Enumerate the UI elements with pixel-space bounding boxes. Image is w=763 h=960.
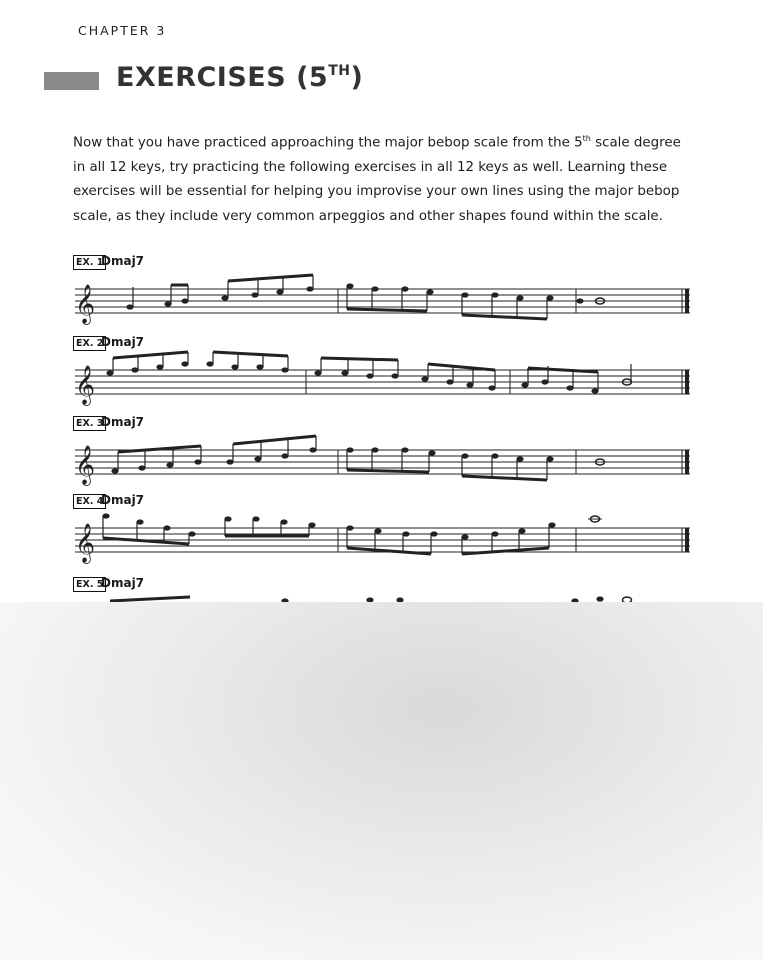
svg-text:𝄞: 𝄞 bbox=[75, 365, 96, 405]
svg-text:𝄞: 𝄞 bbox=[75, 523, 96, 563]
exercise-label: EX. 1 bbox=[73, 255, 106, 270]
chapter-header: CHAPTER 3 bbox=[78, 23, 167, 38]
svg-text:𝄞: 𝄞 bbox=[75, 284, 96, 324]
music-staff bbox=[70, 269, 695, 327]
exercise-label: EX. 2 bbox=[73, 336, 106, 351]
svg-text:𝄞: 𝄞 bbox=[75, 445, 96, 485]
title-main: EXERCISES (5 bbox=[116, 62, 329, 93]
chord-symbol: Dmaj7 bbox=[101, 415, 145, 429]
music-staff bbox=[70, 430, 695, 488]
music-staff bbox=[70, 508, 695, 566]
chord-symbol: Dmaj7 bbox=[101, 576, 145, 590]
music-staff bbox=[70, 350, 695, 408]
intro-paragraph bbox=[73, 127, 693, 229]
exercise-label: EX. 5 bbox=[73, 577, 106, 592]
intro-part1: Now that you have practiced approaching the major bebop scale from the 5 bbox=[73, 135, 583, 151]
intro-part2: scale degree in all 12 keys, try practicing the following exercises in all 12 keys as well. Learning these exercises will be essential for helping you improvise your own lines using the major bebop scale, as they include very common arpeggios and other shapes found within the scale. bbox=[73, 135, 681, 224]
exercise-label: EX. 4 bbox=[73, 494, 106, 509]
title-close: ) bbox=[350, 62, 364, 93]
blank-lower-area bbox=[0, 602, 763, 960]
chord-symbol: Dmaj7 bbox=[101, 335, 145, 349]
intro-superscript: th bbox=[582, 134, 591, 143]
chord-symbol: Dmaj7 bbox=[101, 493, 145, 507]
exercise-label: EX. 3 bbox=[73, 416, 106, 431]
section-title bbox=[116, 62, 363, 93]
chord-symbol: Dmaj7 bbox=[101, 254, 145, 268]
title-accent-bar bbox=[44, 72, 99, 90]
title-superscript: TH bbox=[328, 63, 351, 79]
music-staff-partial bbox=[70, 591, 695, 602]
